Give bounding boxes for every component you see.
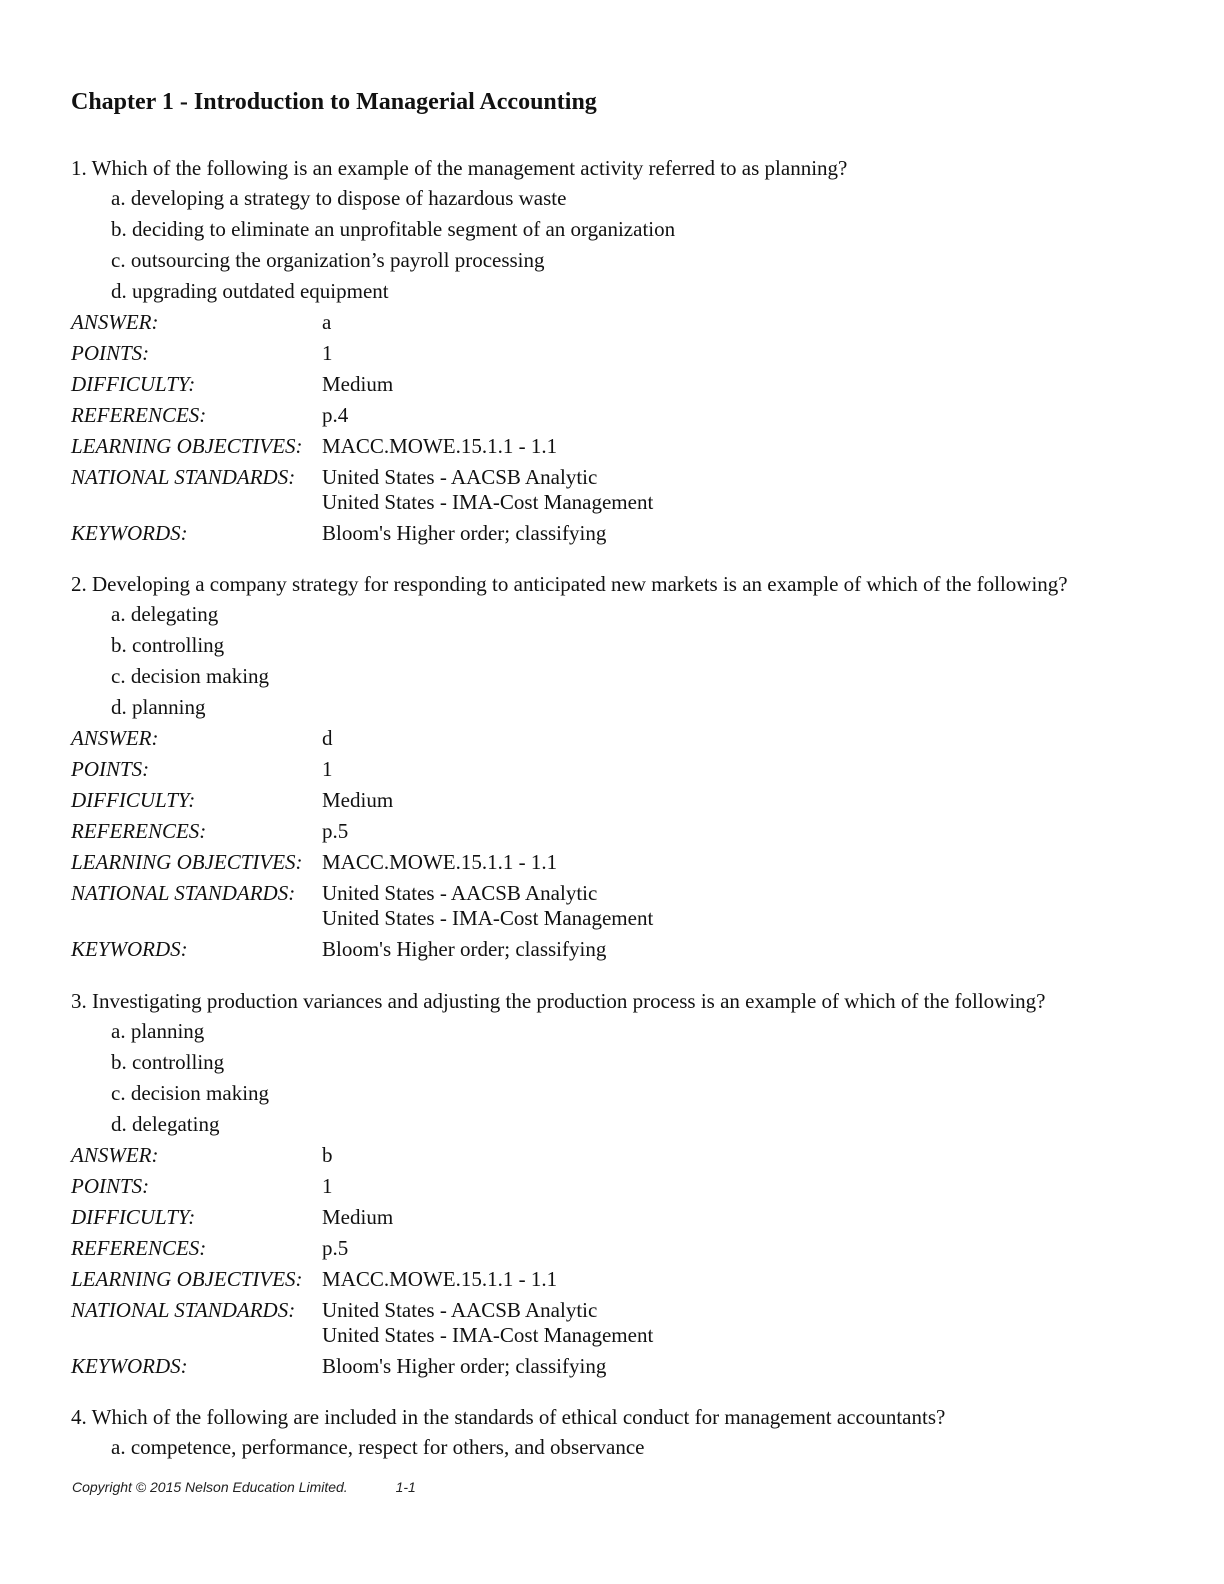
keywords-value: Bloom's Higher order; classifying: [322, 521, 607, 545]
option-a: a. delegating: [111, 602, 219, 626]
references-value: p.4: [322, 403, 349, 427]
national-standard-item: United States - AACSB Analytic: [322, 1298, 598, 1322]
question-3: [71, 987, 1171, 1382]
option-b: b. deciding to eliminate an unprofitable segment of an organization: [111, 217, 676, 241]
references-value: p.5: [322, 1236, 349, 1260]
national-standards-value: [322, 1295, 1171, 1351]
question-stem: 2. Developing a company strategy for responding to anticipated new markets is an example of which of the following?: [71, 572, 1068, 596]
national-standards-label: NATIONAL STANDARDS:: [71, 1298, 296, 1322]
national-standards-value: [322, 462, 1171, 518]
question-4: [71, 1403, 1171, 1463]
national-standards-label: NATIONAL STANDARDS:: [71, 465, 296, 489]
keywords-label: KEYWORDS:: [71, 937, 188, 961]
option-d: d. upgrading outdated equipment: [111, 279, 389, 303]
references-label: REFERENCES:: [71, 403, 207, 427]
question-1: [71, 154, 1171, 549]
national-standards-value: [322, 878, 1171, 934]
question-stem: 4. Which of the following are included in the standards of ethical conduct for management accountants?: [71, 1405, 946, 1429]
points-label: POINTS:: [71, 1174, 150, 1198]
option-c: c. outsourcing the organization’s payroll processing: [111, 248, 545, 272]
option-c: c. decision making: [111, 1081, 270, 1105]
points-value: 1: [322, 341, 333, 365]
difficulty-value: Medium: [322, 788, 394, 812]
answer-label: ANSWER:: [71, 1143, 159, 1167]
national-standard-item: United States - IMA-Cost Management: [322, 906, 654, 930]
national-standard-item: United States - AACSB Analytic: [322, 465, 598, 489]
national-standards-label: NATIONAL STANDARDS:: [71, 881, 296, 905]
answer-value: a: [322, 310, 332, 334]
references-label: REFERENCES:: [71, 1236, 207, 1260]
answer-label: ANSWER:: [71, 310, 159, 334]
difficulty-label: DIFFICULTY:: [71, 372, 196, 396]
points-label: POINTS:: [71, 341, 150, 365]
learning-objectives-label: LEARNING OBJECTIVES:: [71, 1267, 303, 1291]
national-standard-item: United States - IMA-Cost Management: [322, 1323, 654, 1347]
answer-value: d: [322, 726, 333, 750]
learning-objectives-label: LEARNING OBJECTIVES:: [71, 434, 303, 458]
references-label: REFERENCES:: [71, 819, 207, 843]
difficulty-value: Medium: [322, 1205, 394, 1229]
difficulty-label: DIFFICULTY:: [71, 788, 196, 812]
option-b: b. controlling: [111, 633, 225, 657]
option-c: c. decision making: [111, 664, 270, 688]
national-standard-item: United States - IMA-Cost Management: [322, 490, 654, 514]
page-number: 1-1: [395, 1479, 416, 1495]
keywords-value: Bloom's Higher order; classifying: [322, 937, 607, 961]
option-b: b. controlling: [111, 1050, 225, 1074]
learning-objectives-value: MACC.MOWE.15.1.1 - 1.1: [322, 850, 558, 874]
difficulty-value: Medium: [322, 372, 394, 396]
question-2: [71, 570, 1171, 965]
learning-objectives-value: MACC.MOWE.15.1.1 - 1.1: [322, 1267, 558, 1291]
keywords-value: Bloom's Higher order; classifying: [322, 1354, 607, 1378]
option-list: [71, 599, 1171, 723]
option-list: [71, 183, 1171, 307]
copyright-notice: Copyright © 2015 Nelson Education Limited.: [72, 1479, 348, 1495]
option-a: a. planning: [111, 1019, 205, 1043]
points-value: 1: [322, 1174, 333, 1198]
references-value: p.5: [322, 819, 349, 843]
option-a: a. developing a strategy to dispose of hazardous waste: [111, 186, 567, 210]
question-stem: 3. Investigating production variances and adjusting the production process is an example of which of the following?: [71, 989, 1046, 1013]
question-stem: 1. Which of the following is an example of the management activity referred to as planning?: [71, 156, 848, 180]
question-metadata: [71, 1140, 1171, 1382]
points-value: 1: [322, 757, 333, 781]
learning-objectives-value: MACC.MOWE.15.1.1 - 1.1: [322, 434, 558, 458]
page-footer: [72, 1479, 416, 1495]
option-a: a. competence, performance, respect for others, and observance: [111, 1435, 645, 1459]
question-metadata: [71, 723, 1171, 965]
keywords-label: KEYWORDS:: [71, 521, 188, 545]
answer-value: b: [322, 1143, 333, 1167]
points-label: POINTS:: [71, 757, 150, 781]
option-d: d. delegating: [111, 1112, 220, 1136]
answer-label: ANSWER:: [71, 726, 159, 750]
difficulty-label: DIFFICULTY:: [71, 1205, 196, 1229]
page-title: Chapter 1 - Introduction to Managerial Accounting: [71, 89, 597, 115]
national-standard-item: United States - AACSB Analytic: [322, 881, 598, 905]
option-list: [71, 1016, 1171, 1140]
question-metadata: [71, 307, 1171, 549]
option-list: [71, 1432, 1171, 1463]
learning-objectives-label: LEARNING OBJECTIVES:: [71, 850, 303, 874]
keywords-label: KEYWORDS:: [71, 1354, 188, 1378]
option-d: d. planning: [111, 695, 206, 719]
